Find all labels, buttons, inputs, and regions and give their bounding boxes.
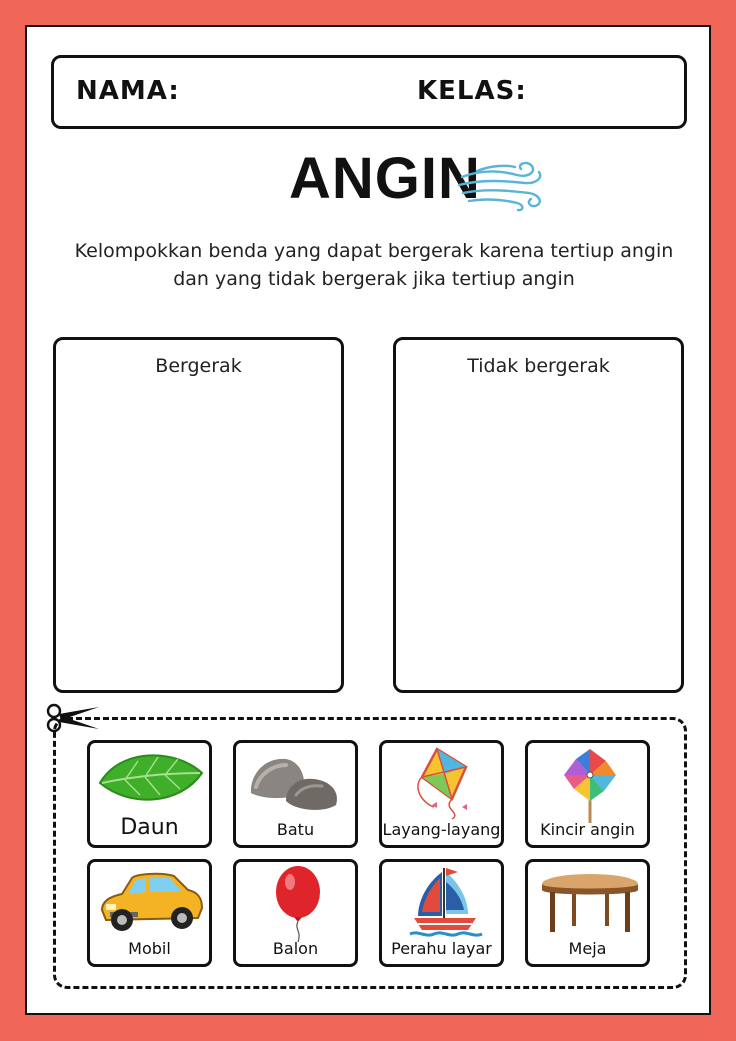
card-layang-layang[interactable]: [379, 740, 504, 848]
card-label: Batu: [276, 820, 315, 839]
instruction-text: Kelompokkan benda yang dapat bergerak karena tertiup angin dan yang tidak bergerak jika tertiup angin: [74, 240, 674, 290]
name-label: NAMA:: [76, 76, 180, 106]
wind-icon: [457, 157, 547, 217]
kite-icon: [382, 743, 504, 823]
card-label: Kincir angin: [540, 820, 635, 839]
card-meja[interactable]: [525, 859, 650, 967]
card-balon[interactable]: [233, 859, 358, 967]
balloon-icon: [236, 862, 358, 946]
name-class-box: [51, 55, 687, 129]
card-label: Daun: [120, 815, 179, 840]
card-batu[interactable]: [233, 740, 358, 848]
column-label-bergerak: Bergerak: [155, 355, 242, 377]
table-icon: [528, 862, 650, 946]
rock-icon: [236, 743, 358, 823]
column-bergerak[interactable]: [53, 337, 344, 693]
page-title: ANGIN: [289, 146, 481, 211]
sailboat-icon: [382, 862, 504, 946]
card-mobil[interactable]: [87, 859, 212, 967]
card-label: Balon: [272, 939, 319, 958]
car-icon: [90, 862, 212, 942]
column-label-tidak-bergerak: Tidak bergerak: [467, 355, 610, 377]
card-label: Perahu layar: [391, 939, 492, 958]
card-label: Mobil: [128, 939, 171, 958]
card-kincir-angin[interactable]: [525, 740, 650, 848]
class-label: KELAS:: [417, 76, 527, 106]
pinwheel-icon: [528, 743, 650, 827]
card-label: Layang-layang: [382, 820, 501, 839]
card-label: Meja: [568, 939, 607, 958]
card-perahu-layar[interactable]: [379, 859, 504, 967]
leaf-icon: [90, 743, 212, 823]
column-tidak-bergerak[interactable]: [393, 337, 684, 693]
worksheet: [25, 25, 711, 1015]
card-daun[interactable]: [87, 740, 212, 848]
